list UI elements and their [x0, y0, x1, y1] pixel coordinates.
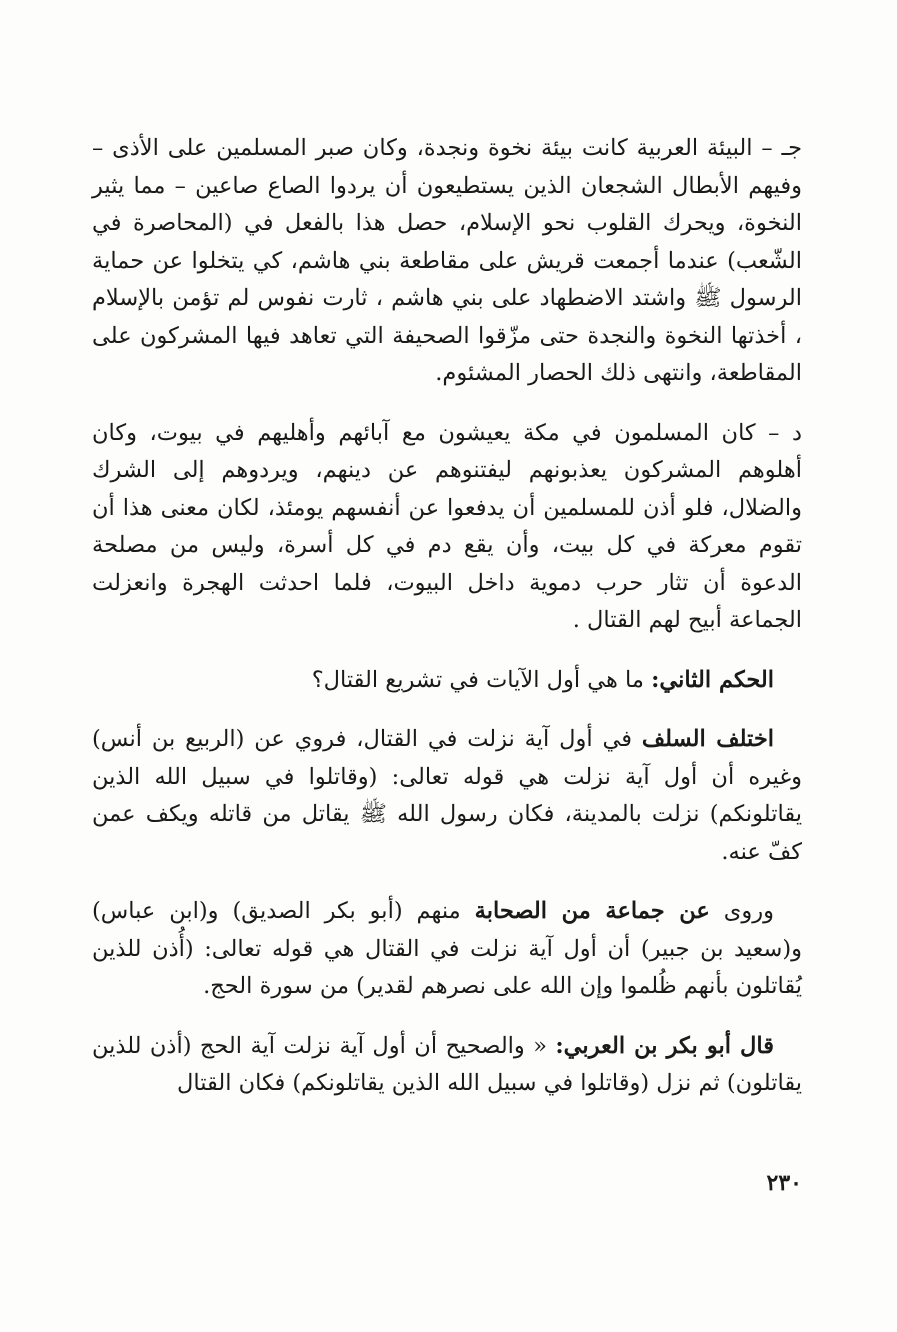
ibn-arabi-text: « والصحيح أن أول آية نزلت آية الحج (أذن للذين يقاتلون) ثم نزل (وقاتلوا في سبيل الله الذين يقاتلونكم) فكان القتال — [92, 1032, 802, 1096]
paragraph-salaf — [92, 721, 802, 871]
page-number: ٢٣٠ — [766, 1170, 802, 1196]
salaf-lead: اختلف السلف — [641, 726, 774, 752]
ibn-arabi-lead: قال أبو بكر بن العربي: — [555, 1032, 774, 1059]
section-heading — [92, 662, 802, 700]
paragraph-ibn-arabi — [92, 1028, 802, 1103]
sahaba-text: منهم (أبو بكر الصديق) و(ابن عباس) و(سعيد بن جبير) أن أول آية نزلت في القتال هي قوله تعالى: (أُذن للذين يُقاتلون بأنهم ظُلموا وإن الله على نصرهم لقدير) من سورة الحج. — [92, 898, 802, 999]
heading-question: ما هي أول الآيات في تشريع القتال؟ — [311, 666, 652, 693]
sahaba-lead: عن جماعة من الصحابة — [474, 898, 710, 924]
paragraph-dal: د – كان المسلمون في مكة يعيشون مع آبائهم وأهليهم في بيوت، وكان أهلوهم المشركون يعذبونهم ليفتنوهم عن دينهم، ويردوهم إلى الشرك والضلال، فلو أذن للمسلمين أن يدفعوا عن أنفسهم يومئذ، لكان معنى هذا أن تقوم معركة في كل بيت، وأن يقع دم في كل أسرة، وليس من مصلحة الدعوة أن تثار حرب دموية داخل البيوت، فلما احدثت الهجرة وانعزلت الجماعة أبيح لهم القتال . — [92, 419, 802, 633]
page-body — [92, 130, 802, 1125]
paragraph-jim: جـ – البيئة العربية كانت بيئة نخوة ونجدة، وكان صبر المسلمين على الأذى – وفيهم الأبطال الشجعان الذين يستطيعون أن يردوا الصاع صاعين – مما يثير النخوة، ويحرك القلوب نحو الإسلام، حصل هذا بالفعل في (المحاصرة في الشّعب) عندما أجمعت قريش على مقاطعة بني هاشم، كي يتخلوا عن حماية الرسول ﷺ واشتد الاضطهاد على بني هاشم ، ثارت نفوس لم تؤمن بالإسلام ، أخذتها النخوة والنجدة حتى مزّقوا الصحيفة التي تعاهد فيها المشركون على المقاطعة، وانتهى ذلك الحصار المشئوم. — [92, 135, 802, 386]
paragraph-sahaba — [92, 893, 802, 1006]
salaf-text: في أول آية نزلت في القتال، فروي عن (الربيع بن أنس) وغيره أن أول آية نزلت هي قوله تعالى: (وقاتلوا في سبيل الله الذين يقاتلونكم) نزلت بالمدينة، فكان رسول الله ﷺ يقاتل من قاتله ويكف عمن كفّ عنه. — [92, 726, 802, 865]
sahaba-start: وروى — [709, 898, 774, 924]
heading-label: الحكم الثاني: — [651, 666, 774, 693]
